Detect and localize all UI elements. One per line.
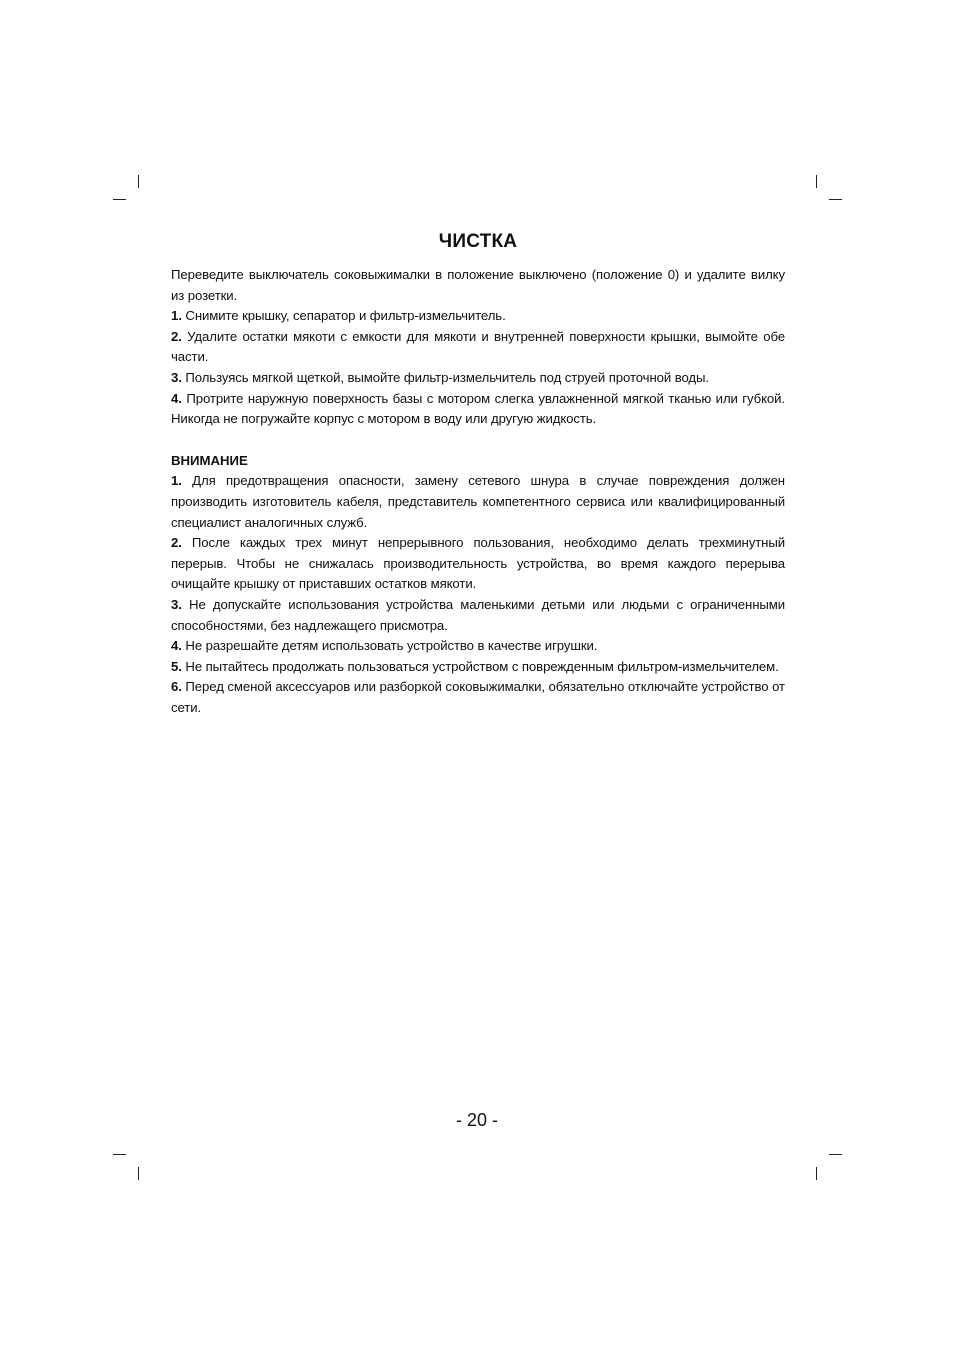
crop-mark-bottom-left-vertical <box>138 1167 139 1180</box>
step-text: Снимите крышку, сепаратор и фильтр-измельчитель. <box>185 308 506 324</box>
page-title: ЧИСТКА <box>438 231 518 252</box>
warning-text: Для предотвращения опасности, замену сетевого шнура в случае повреждения должен производить изготовитель кабеля, представитель компетентного сервиса или квалифицированный специалист аналогичных служб. <box>171 473 785 530</box>
step-text: Удалите остатки мякоти с емкости для мякоти и внутренней поверхности крышки, вымойте обе части. <box>171 328 785 365</box>
warning-item <box>171 657 785 678</box>
warning-heading: ВНИМАНИЕ <box>171 452 248 468</box>
crop-mark-bottom-left-horizontal <box>113 1154 126 1155</box>
warning-number: 2. <box>171 535 182 551</box>
step-number: 4. <box>171 390 182 406</box>
warning-text: После каждых трех минут непрерывного пользования, необходимо делать трехминутный перерыв. Чтобы не снижалась производительность устройства, во время каждого перерыва очищайте крышку от приставших остатков мякоти. <box>171 535 785 592</box>
step-text: Протрите наружную поверхность базы с мотором слегка увлажненной мягкой тканью или губкой. Никогда не погружайте корпус с мотором в воду или другую жидкость. <box>171 390 785 427</box>
warning-text: Не разрешайте детям использовать устройство в качестве игрушки. <box>185 638 598 654</box>
page-content <box>171 230 785 718</box>
crop-mark-top-left-horizontal <box>113 199 126 200</box>
cleaning-step <box>171 389 785 430</box>
cleaning-step <box>171 306 785 327</box>
step-number: 3. <box>171 369 182 385</box>
crop-mark-bottom-right-horizontal <box>829 1154 842 1155</box>
crop-mark-top-right-horizontal <box>829 199 842 200</box>
step-number: 1. <box>171 308 182 324</box>
warning-number: 3. <box>171 596 182 612</box>
warning-item <box>171 533 785 595</box>
cleaning-steps-list <box>171 306 785 430</box>
crop-mark-top-left-vertical <box>138 175 139 188</box>
step-number: 2. <box>171 328 182 344</box>
page-number: - 20 - <box>455 1110 498 1130</box>
warning-item <box>171 595 785 636</box>
warning-text: Не пытайтесь продолжать пользоваться устройством с поврежденным фильтром-измельчителем. <box>185 658 779 674</box>
step-text: Пользуясь мягкой щеткой, вымойте фильтр-измельчитель под струей проточной воды. <box>185 369 709 385</box>
warning-item <box>171 471 785 533</box>
warning-number: 6. <box>171 679 182 695</box>
warning-text: Перед сменой аксессуаров или разборкой соковыжималки, обязательно отключайте устройство от сети. <box>171 679 785 715</box>
warning-number: 5. <box>171 658 182 674</box>
warnings-list <box>171 471 785 718</box>
crop-mark-bottom-right-vertical <box>816 1167 817 1180</box>
crop-mark-top-right-vertical <box>816 175 817 188</box>
warning-item <box>171 677 785 718</box>
warning-number: 1. <box>171 473 182 489</box>
cleaning-step <box>171 327 785 368</box>
warning-text: Не допускайте использования устройства маленькими детьми или людьми с ограниченными способностями, без надлежащего присмотра. <box>171 596 785 633</box>
warning-number: 4. <box>171 638 182 654</box>
intro-paragraph: Переведите выключатель соковыжималки в положение выключено (положение 0) и удалите вилку из розетки. <box>171 267 785 303</box>
cleaning-step <box>171 368 785 389</box>
warning-item <box>171 636 785 657</box>
